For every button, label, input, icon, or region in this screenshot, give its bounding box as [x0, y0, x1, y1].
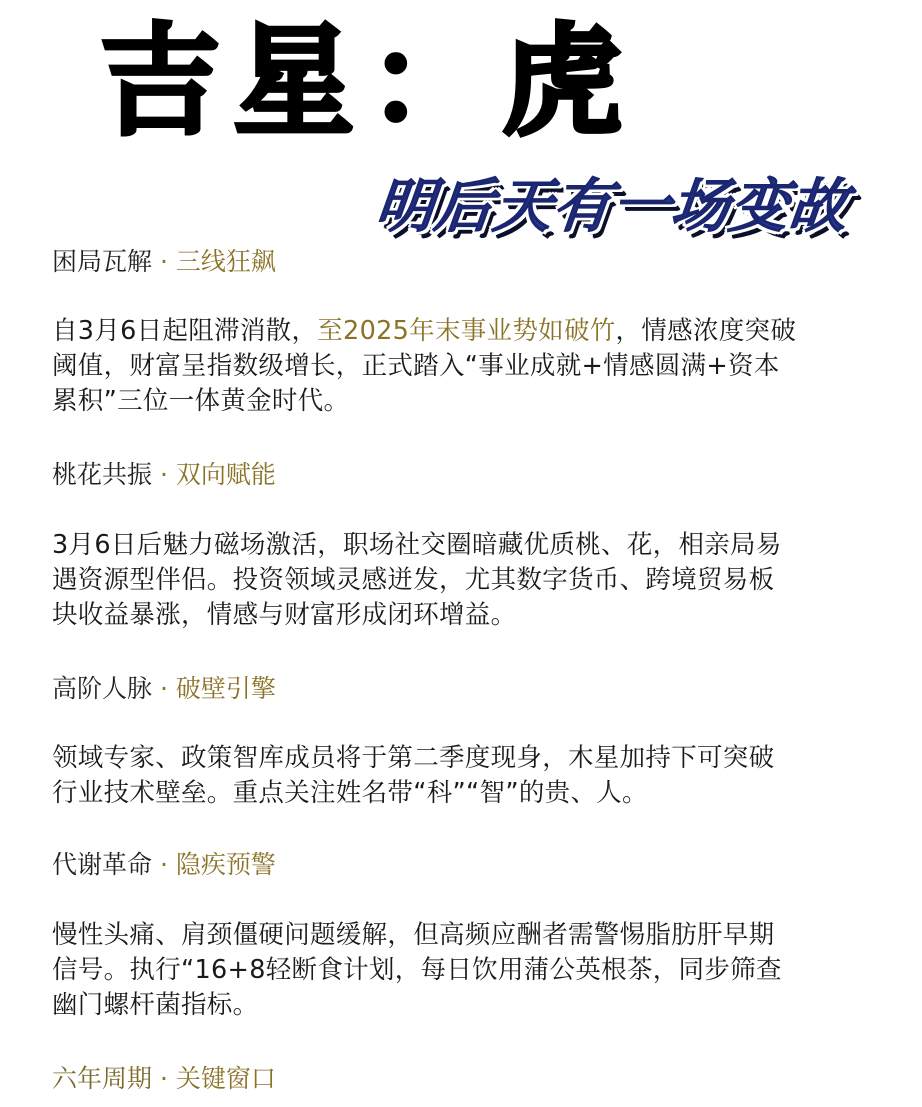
section-body-4 [52, 918, 892, 1023]
body-line: 3月6日后魅力磁场激活，职场社交圈暗藏优质桃、花，相亲局易 [52, 530, 782, 560]
section-body-3 [52, 741, 892, 811]
section-heading-4 [52, 848, 276, 882]
section-heading-separator: · [159, 674, 168, 703]
section-heading-3 [52, 672, 276, 706]
section-heading-separator: · [159, 247, 168, 276]
body-line: 行业技术壁垒。重点关注姓名带“科”“智”的贵、人。 [52, 778, 648, 808]
section-heading-5 [52, 1062, 276, 1096]
body-text: ，情感浓度突破 [615, 316, 797, 346]
section-heading-1 [52, 245, 276, 279]
section-heading-accent: 关键窗口 [175, 1064, 276, 1093]
body-line: 幽门螺杆菌指标。 [52, 990, 259, 1020]
section-heading-main: 高阶人脉 [52, 674, 153, 703]
body-text: 累积”三位一体黄金时代。 [52, 386, 350, 416]
body-text: 阈值，财富呈指数级增长，正式踏入“事业成就+情感圆满+资本 [52, 351, 780, 381]
section-body-1 [52, 314, 892, 419]
body-accent-text: 至2025年末事业势如破竹 [317, 316, 616, 346]
section-heading-accent: 隐疾预警 [175, 850, 276, 879]
main-title: 吉星：虎 [100, 13, 636, 152]
section-body-2 [52, 528, 892, 633]
body-line: 慢性头痛、肩颈僵硬问题缓解，但高频应酬者需警惕脂肪肝早期 [52, 920, 775, 950]
section-heading-main: 桃花共振 [52, 460, 153, 489]
body-line: 信号。执行“16+8轻断食计划，每日饮用蒲公英根茶，同步筛查 [52, 955, 782, 985]
subtitle-banner: 明后天有一场变故 [372, 172, 852, 240]
section-heading-separator: · [159, 1064, 168, 1093]
body-line: 遇资源型伴侣。投资领域灵感迸发，尤其数字货币、跨境贸易板 [52, 565, 775, 595]
body-line [52, 384, 892, 419]
section-heading-accent: 三线狂飙 [175, 247, 276, 276]
section-heading-accent: 双向赋能 [175, 460, 276, 489]
body-line: 领域专家、政策智库成员将于第二季度现身，木星加持下可突破 [52, 743, 775, 773]
section-heading-main: 代谢革命 [52, 850, 153, 879]
body-text: 自3月6日起阻滞消散， [52, 316, 318, 346]
section-heading-separator: · [159, 460, 168, 489]
body-line: 块收益暴涨，情感与财富形成闭环增益。 [52, 600, 517, 630]
body-line [52, 349, 892, 384]
body-line [52, 314, 892, 349]
section-heading-separator: · [159, 850, 168, 879]
section-heading-main: 六年周期 [52, 1064, 153, 1093]
section-heading-main: 困局瓦解 [52, 247, 153, 276]
section-heading-accent: 破壁引擎 [175, 674, 276, 703]
section-heading-2 [52, 458, 276, 492]
